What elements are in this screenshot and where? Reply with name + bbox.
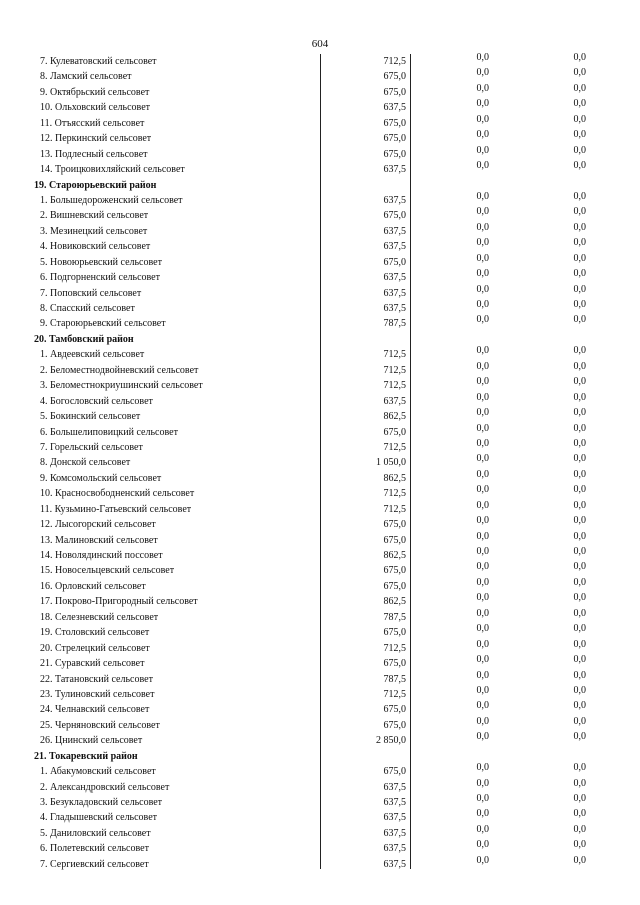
value-col-3: 0,0	[573, 808, 586, 820]
value-col-1: 675,0	[383, 256, 406, 268]
value-col-3: 0,0	[573, 530, 586, 542]
value-col-3: 0,0	[573, 638, 586, 650]
table-row	[34, 854, 594, 872]
row-name: 12. Перкинский сельсовет	[40, 133, 152, 145]
row-name: 7. Сергиевский сельсовет	[40, 858, 149, 870]
value-col-3: 0,0	[573, 237, 586, 249]
district-heading-row	[34, 749, 594, 764]
table-row	[34, 563, 594, 578]
page-number: 604	[311, 38, 329, 50]
table-row	[34, 823, 594, 841]
value-col-3: 0,0	[573, 345, 586, 357]
value-col-2: 0,0	[476, 391, 489, 403]
row-name: 10. Ольховский сельсовет	[40, 102, 151, 114]
value-col-1: 637,5	[383, 843, 406, 855]
value-col-3: 0,0	[573, 314, 586, 326]
table-row	[34, 422, 594, 440]
row-name: 4. Богословский сельсовет	[40, 395, 153, 407]
value-col-2: 0,0	[476, 345, 489, 357]
value-col-2: 0,0	[476, 530, 489, 542]
row-name: 2. Беломестнодвойневский сельсовет	[40, 364, 199, 376]
value-col-1: 637,5	[383, 164, 406, 176]
value-col-2: 0,0	[476, 762, 489, 774]
value-col-1: 637,5	[383, 797, 406, 808]
table-row	[34, 576, 594, 594]
table-row	[34, 316, 594, 331]
value-col-2: 0,0	[476, 67, 489, 79]
value-col-3: 0,0	[573, 607, 586, 619]
table-row	[34, 530, 594, 548]
value-col-2: 0,0	[476, 221, 489, 233]
budget-table	[34, 54, 594, 872]
value-col-3: 0,0	[573, 731, 586, 743]
value-col-1: 637,5	[383, 858, 406, 870]
value-col-2: 0,0	[476, 52, 489, 63]
value-col-1: 712,5	[383, 349, 406, 361]
value-col-1: 675,0	[383, 148, 406, 160]
value-col-3: 0,0	[573, 206, 586, 218]
row-name: 7. Горельский сельсовет	[40, 441, 143, 453]
value-col-1: 712,5	[383, 364, 406, 376]
table-row	[34, 715, 594, 733]
value-col-2: 0,0	[476, 592, 489, 604]
value-col-1: 712,5	[383, 380, 406, 392]
value-col-2: 0,0	[476, 546, 489, 557]
value-col-2: 0,0	[476, 654, 489, 666]
value-col-1: 675,0	[383, 580, 406, 592]
value-col-1: 637,5	[383, 225, 406, 237]
value-col-3: 0,0	[573, 684, 586, 696]
table-row	[34, 548, 594, 563]
district-heading-row	[34, 178, 594, 193]
row-name: 23. Тулиновский сельсовет	[40, 688, 155, 700]
table-row	[34, 468, 594, 486]
row-name: 8. Донской сельсовет	[40, 457, 131, 469]
row-name: 22. Татановский сельсовет	[40, 673, 153, 685]
row-name: 3. Безукладовский сельсовет	[40, 797, 163, 808]
value-col-2: 0,0	[476, 160, 489, 172]
value-col-2: 0,0	[476, 499, 489, 511]
value-col-3: 0,0	[573, 221, 586, 233]
value-col-3: 0,0	[573, 453, 586, 465]
row-name: 4. Гладышевский сельсовет	[40, 812, 158, 824]
value-col-2: 0,0	[476, 484, 489, 496]
value-col-1: 675,0	[383, 658, 406, 670]
value-col-2: 0,0	[476, 129, 489, 141]
value-col-2: 0,0	[476, 113, 489, 125]
value-col-3: 0,0	[573, 515, 586, 527]
row-name: 3. Мезинецкий сельсовет	[40, 225, 148, 237]
value-col-3: 0,0	[573, 854, 586, 866]
value-col-1: 675,0	[383, 210, 406, 222]
value-col-1: 862,5	[383, 472, 406, 484]
value-col-3: 0,0	[573, 468, 586, 480]
value-col-1: 675,0	[383, 426, 406, 438]
value-col-3: 0,0	[573, 190, 586, 202]
table-row	[34, 841, 594, 856]
row-name: 12. Лысогорский сельсовет	[40, 519, 156, 531]
value-col-1: 712,5	[383, 688, 406, 700]
value-col-3: 0,0	[573, 283, 586, 295]
row-name: 5. Бокинский сельсовет	[40, 411, 141, 423]
value-col-1: 675,0	[383, 704, 406, 716]
value-col-2: 0,0	[476, 715, 489, 727]
value-col-3: 0,0	[573, 67, 586, 79]
row-name: 8. Ламский сельсовет	[40, 71, 132, 83]
value-col-3: 0,0	[573, 52, 586, 63]
table-row	[34, 795, 594, 810]
value-col-3: 0,0	[573, 762, 586, 774]
value-col-2: 0,0	[476, 422, 489, 434]
row-name: 14. Новолядинский поссовет	[40, 550, 163, 561]
row-name: 9. Октябрьский сельсовет	[40, 86, 150, 98]
row-name: 13. Малиновский сельсовет	[40, 534, 158, 546]
value-col-2: 0,0	[476, 793, 489, 804]
table-row	[34, 499, 594, 517]
row-name: 3. Беломестнокриушинский сельсовет	[40, 380, 203, 392]
value-col-2: 0,0	[476, 252, 489, 264]
value-col-2: 0,0	[476, 360, 489, 372]
value-col-3: 0,0	[573, 437, 586, 449]
value-col-2: 0,0	[476, 468, 489, 480]
value-col-1: 675,0	[383, 86, 406, 98]
table-row	[34, 162, 594, 177]
row-name: 7. Поповский сельсовет	[40, 287, 142, 299]
value-col-3: 0,0	[573, 376, 586, 388]
value-col-1: 637,5	[383, 287, 406, 299]
table-row	[34, 54, 594, 69]
value-col-3: 0,0	[573, 160, 586, 172]
table-row	[34, 486, 594, 501]
value-col-3: 0,0	[573, 82, 586, 94]
row-name: 21. Токаревский район	[34, 750, 138, 762]
table-row	[34, 144, 594, 162]
value-col-1: 1 050,0	[376, 457, 406, 469]
value-col-2: 0,0	[476, 684, 489, 696]
table-row	[34, 283, 594, 301]
value-col-3: 0,0	[573, 98, 586, 110]
value-col-2: 0,0	[476, 98, 489, 110]
table-row	[34, 594, 594, 609]
value-col-2: 0,0	[476, 453, 489, 465]
row-name: 2. Вишневский сельсовет	[40, 210, 149, 222]
row-name: 21. Суравский сельсовет	[40, 658, 145, 670]
row-name: 14. Троицковихляйский сельсовет	[40, 164, 185, 176]
row-name: 18. Селезневский сельсовет	[40, 611, 159, 623]
value-col-2: 0,0	[476, 283, 489, 295]
value-col-2: 0,0	[476, 808, 489, 820]
district-heading-row	[34, 332, 594, 347]
value-col-2: 0,0	[476, 576, 489, 588]
value-col-3: 0,0	[573, 391, 586, 403]
value-col-3: 0,0	[573, 623, 586, 635]
table-row	[34, 409, 594, 424]
value-col-3: 0,0	[573, 823, 586, 835]
row-name: 25. Черняновский сельсовет	[40, 719, 160, 731]
value-col-1: 637,5	[383, 827, 406, 839]
row-name: 20. Стрелецкий сельсовет	[40, 642, 150, 654]
row-name: 4. Новиковский сельсовет	[40, 241, 151, 253]
table-row	[34, 131, 594, 146]
row-name: 17. Покрово-Пригородный сельсовет	[40, 596, 198, 608]
row-name: 16. Орловский сельсовет	[40, 580, 146, 592]
row-name: 6. Большелиповицкий сельсовет	[40, 426, 178, 438]
row-name: 26. Цнинский сельсовет	[40, 735, 143, 747]
table-row	[34, 239, 594, 254]
table-row	[34, 437, 594, 455]
value-col-1: 862,5	[383, 550, 406, 561]
value-col-2: 0,0	[476, 854, 489, 866]
value-col-1: 712,5	[383, 488, 406, 500]
row-name: 10. Красносвободненский сельсовет	[40, 488, 195, 500]
value-col-3: 0,0	[573, 252, 586, 264]
value-col-3: 0,0	[573, 499, 586, 511]
table-row	[34, 301, 594, 316]
value-col-3: 0,0	[573, 268, 586, 280]
value-col-2: 0,0	[476, 314, 489, 326]
table-row	[34, 810, 594, 825]
value-col-1: 637,5	[383, 241, 406, 253]
row-name: 5. Даниловский сельсовет	[40, 827, 151, 839]
value-col-1: 712,5	[383, 503, 406, 515]
row-name: 1. Большедороженский сельсовет	[40, 194, 183, 206]
value-col-3: 0,0	[573, 360, 586, 372]
table-row	[34, 777, 594, 795]
value-col-1: 787,5	[383, 611, 406, 623]
table-row	[34, 252, 594, 270]
value-col-2: 0,0	[476, 731, 489, 743]
row-name: 6. Полетевский сельсовет	[40, 843, 149, 855]
value-col-3: 0,0	[573, 484, 586, 496]
value-col-3: 0,0	[573, 777, 586, 789]
table-row	[34, 764, 594, 779]
value-col-1: 712,5	[383, 642, 406, 654]
row-name: 7. Кулеватовский сельсовет	[40, 56, 157, 67]
value-col-2: 0,0	[476, 268, 489, 280]
value-col-2: 0,0	[476, 777, 489, 789]
value-col-3: 0,0	[573, 592, 586, 604]
value-col-3: 0,0	[573, 715, 586, 727]
table-row	[34, 113, 594, 131]
row-name: 1. Абакумовский сельсовет	[40, 766, 156, 778]
value-col-3: 0,0	[573, 561, 586, 573]
value-col-3: 0,0	[573, 700, 586, 712]
row-name: 6. Подгорненский сельсовет	[40, 272, 160, 284]
table-row	[34, 208, 594, 223]
table-row	[34, 69, 594, 84]
value-col-1: 637,5	[383, 102, 406, 114]
table-row	[34, 360, 594, 378]
value-col-1: 637,5	[383, 194, 406, 206]
value-col-1: 637,5	[383, 272, 406, 284]
value-col-3: 0,0	[573, 299, 586, 310]
row-name: 2. Александровский сельсовет	[40, 781, 170, 793]
value-col-1: 675,0	[383, 133, 406, 145]
table-row	[34, 82, 594, 100]
table-row	[34, 638, 594, 656]
value-col-2: 0,0	[476, 623, 489, 635]
value-col-1: 637,5	[383, 395, 406, 407]
value-col-3: 0,0	[573, 654, 586, 666]
value-col-3: 0,0	[573, 129, 586, 141]
value-col-1: 637,5	[383, 781, 406, 793]
table-row	[34, 270, 594, 285]
value-col-1: 675,0	[383, 117, 406, 129]
value-col-3: 0,0	[573, 839, 586, 851]
value-col-1: 712,5	[383, 56, 406, 67]
row-name: 9. Комсомольский сельсовет	[40, 472, 162, 484]
row-name: 24. Челнавский сельсовет	[40, 704, 150, 716]
table-row	[34, 517, 594, 532]
value-col-3: 0,0	[573, 576, 586, 588]
value-col-1: 675,0	[383, 71, 406, 83]
value-col-2: 0,0	[476, 669, 489, 681]
value-col-1: 675,0	[383, 519, 406, 531]
value-col-1: 675,0	[383, 534, 406, 546]
table-row	[34, 391, 594, 409]
value-col-1: 787,5	[383, 318, 406, 330]
table-row	[34, 221, 594, 239]
table-row	[34, 733, 594, 748]
table-row	[34, 656, 594, 671]
value-col-2: 0,0	[476, 299, 489, 310]
value-col-3: 0,0	[573, 669, 586, 681]
table-row	[34, 684, 594, 702]
value-col-3: 0,0	[573, 144, 586, 156]
value-col-1: 637,5	[383, 303, 406, 314]
row-name: 19. Столовский сельсовет	[40, 627, 150, 639]
value-col-2: 0,0	[476, 700, 489, 712]
value-col-2: 0,0	[476, 437, 489, 449]
value-col-2: 0,0	[476, 515, 489, 527]
value-col-2: 0,0	[476, 839, 489, 851]
value-col-1: 675,0	[383, 766, 406, 778]
value-col-1: 675,0	[383, 719, 406, 731]
table-row	[34, 190, 594, 208]
table-row	[34, 378, 594, 393]
value-col-1: 675,0	[383, 627, 406, 639]
value-col-1: 712,5	[383, 441, 406, 453]
row-name: 1. Авдеевский сельсовет	[40, 349, 145, 361]
row-name: 5. Новоюрьевский сельсовет	[40, 256, 162, 268]
table-row	[34, 100, 594, 115]
value-col-2: 0,0	[476, 206, 489, 218]
value-col-2: 0,0	[476, 144, 489, 156]
value-col-1: 862,5	[383, 411, 406, 423]
table-row	[34, 347, 594, 362]
table-row	[34, 455, 594, 470]
value-col-2: 0,0	[476, 823, 489, 835]
table-row	[34, 625, 594, 640]
table-row	[34, 702, 594, 717]
table-row	[34, 607, 594, 625]
value-col-1: 637,5	[383, 812, 406, 824]
row-name: 15. Новосельцевский сельсовет	[40, 565, 175, 577]
row-name: 13. Подлесный сельсовет	[40, 148, 148, 160]
value-col-2: 0,0	[476, 407, 489, 419]
value-col-2: 0,0	[476, 237, 489, 249]
row-name: 11. Отъясский сельсовет	[40, 117, 145, 129]
value-col-3: 0,0	[573, 407, 586, 419]
value-col-3: 0,0	[573, 793, 586, 804]
value-col-2: 0,0	[476, 607, 489, 619]
value-col-3: 0,0	[573, 422, 586, 434]
value-col-2: 0,0	[476, 638, 489, 650]
row-name: 9. Староюрьевский сельсовет	[40, 318, 166, 330]
row-name: 11. Кузьмино-Гатьевский сельсовет	[40, 503, 192, 515]
value-col-1: 862,5	[383, 596, 406, 608]
row-name: 8. Спасский сельсовет	[40, 303, 135, 314]
table-row	[34, 669, 594, 687]
value-col-2: 0,0	[476, 376, 489, 388]
value-col-3: 0,0	[573, 546, 586, 557]
value-col-3: 0,0	[573, 113, 586, 125]
value-col-2: 0,0	[476, 190, 489, 202]
value-col-2: 0,0	[476, 561, 489, 573]
value-col-1: 2 850,0	[376, 735, 406, 747]
value-col-1: 675,0	[383, 565, 406, 577]
row-name: 20. Тамбовский район	[34, 333, 134, 345]
row-name: 19. Староюрьевский район	[34, 179, 157, 191]
value-col-2: 0,0	[476, 82, 489, 94]
value-col-1: 787,5	[383, 673, 406, 685]
